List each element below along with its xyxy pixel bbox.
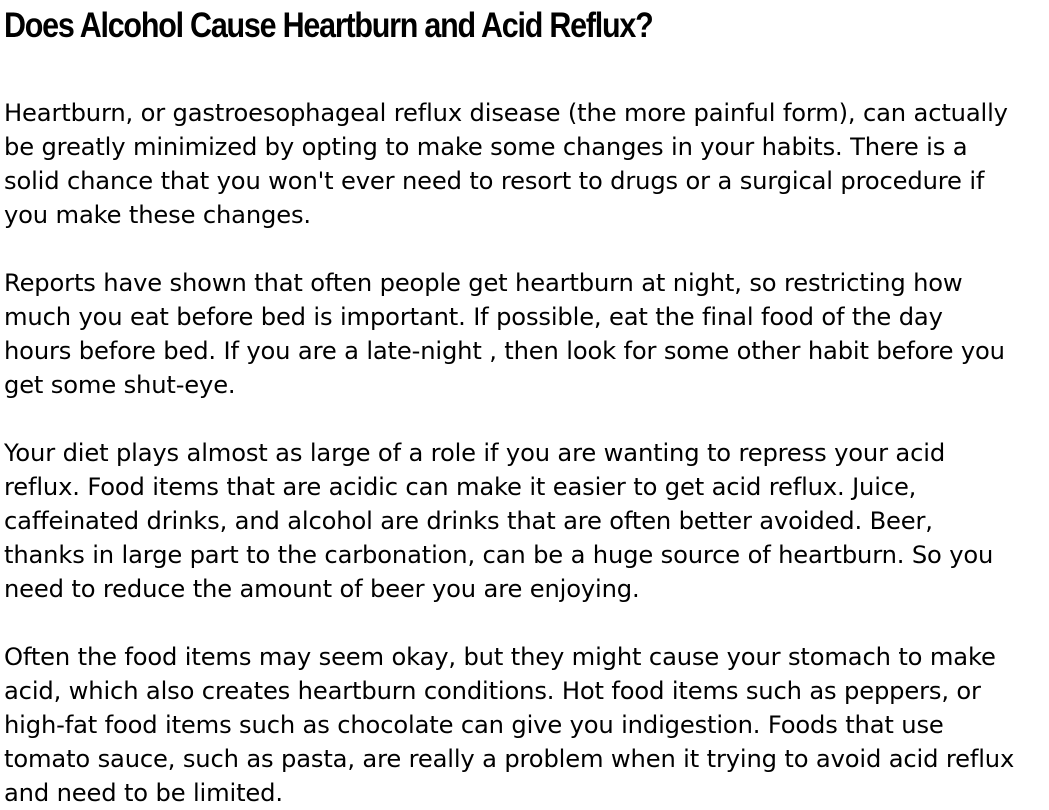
article-paragraph-1: Heartburn, or gastroesophageal reflux disease (the more painful form), can actually be greatly minimized by opting to make some changes in your habits. There is a solid chance that you won't ever need to resort to drugs or a surgical procedure if you make these changes. — [4, 99, 1008, 229]
article-paragraph-4: Often the food items may seem okay, but they might cause your stomach to make acid, which also creates heartburn conditions. Hot food items such as peppers, or high-fat food items such as chocolate can give you indigestion. Foods that use tomato sauce, such as pasta, are really a problem when it trying to avoid acid reflux and need to be limited. — [4, 643, 1015, 807]
article — [4, 0, 1049, 810]
article-paragraph-3: Your diet plays almost as large of a role if you are wanting to repress your acid reflux. Food items that are acidic can make it easier to get acid reflux. Juice, caffeinated drinks, and alcohol are drinks that are often better avoided. Beer, thanks in large part to the carbonation, can be a huge source of heartburn. So you need to reduce the amount of beer you are enjoying. — [4, 439, 994, 603]
article-title: Does Alcohol Cause Heartburn and Acid Reflux? — [4, 6, 653, 45]
article-paragraph-2: Reports have shown that often people get heartburn at night, so restricting how much you eat before bed is important. If possible, eat the final food of the day hours before bed. If you are a late-night , then look for some other habit before you get some shut-eye. — [4, 269, 1005, 399]
